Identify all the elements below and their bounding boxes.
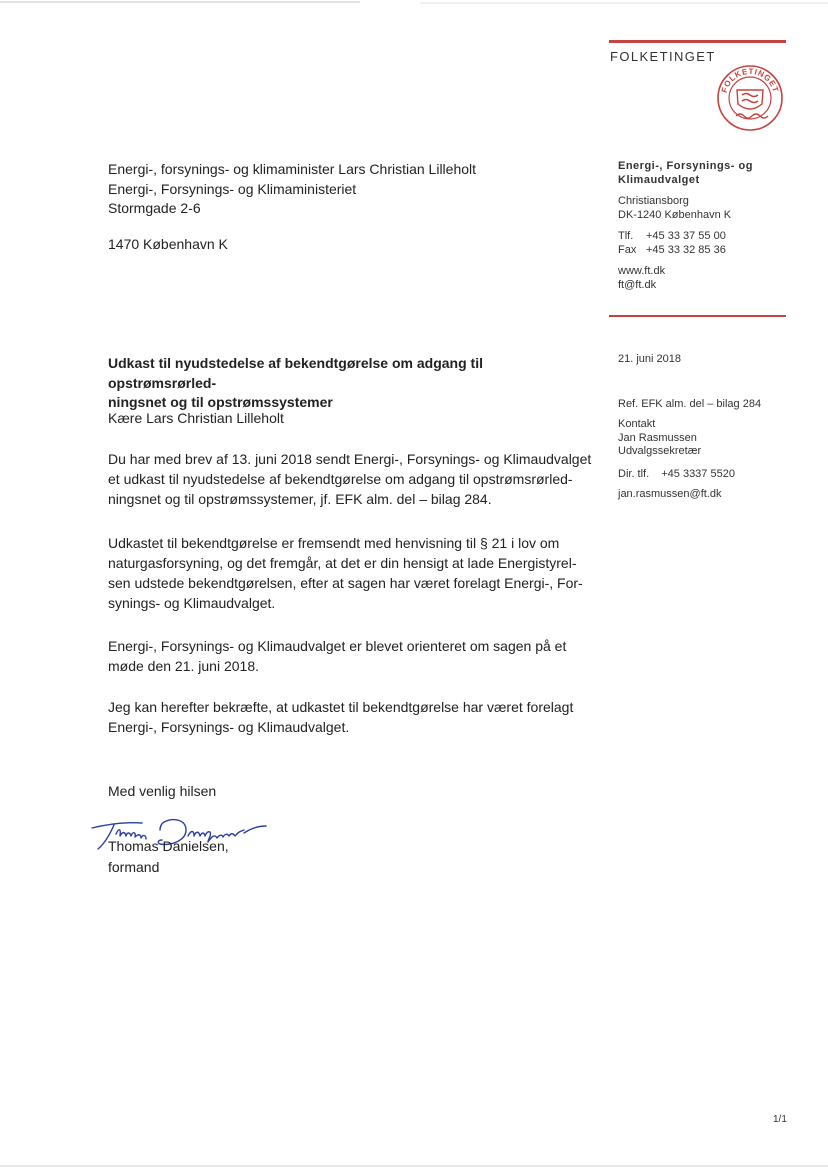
committee-line-2: Klimaudvalget	[618, 173, 700, 186]
subject-line-2: ningsnet og til opstrømssystemer	[108, 394, 333, 410]
subject-line-1: Udkast til nyudstedelse af bekendtgørelse om adgang til opstrømsrørled-	[108, 355, 483, 391]
fax-row	[618, 244, 726, 258]
scan-edge-bottom	[0, 1165, 828, 1167]
paragraph-2-line: Udkastet til bekendtgørelse er fremsendt med henvisning til § 21 i lov om	[108, 535, 560, 551]
header-rule	[609, 40, 786, 43]
fax-label: Fax	[618, 243, 637, 256]
signatory-role: formand	[108, 859, 160, 875]
committee-name	[618, 160, 753, 187]
contact-title: Udvalgssekretær	[618, 445, 702, 457]
seal-text: FOLKETINGET	[719, 66, 781, 94]
sender-email-link[interactable]: ft@ft.dk	[618, 278, 657, 291]
sender-web	[618, 265, 665, 292]
paragraph-1-line: et udkast til nyudstedelse af bekendtgørelse om adgang til opstrømsrørled-	[108, 471, 573, 487]
paragraph-4-line: Energi-, Forsynings- og Klimaudvalget.	[108, 719, 350, 735]
recipient-line-1: Energi-, forsynings- og klimaminister Lars Christian Lilleholt	[108, 161, 477, 177]
direct-phone-row	[618, 468, 735, 482]
paragraph-1-line: ningsnet og til opstrømssystemer, jf. EFK alm. del – bilag 284.	[108, 491, 492, 507]
sender-postal: DK-1240 København K	[618, 208, 732, 221]
paragraph-3-line: Energi-, Forsynings- og Klimaudvalget er blevet orienteret om sagen på et	[108, 638, 567, 654]
recipient-address	[108, 160, 476, 219]
contact-block	[618, 418, 701, 459]
paragraph-3-line: møde den 21. juni 2018.	[108, 658, 259, 674]
direct-phone-number: +45 3337 5520	[661, 468, 735, 480]
reference: Ref. EFK alm. del – bilag 284	[618, 398, 762, 410]
paragraph-2-line: sen udstede bekendtgørelsen, efter at sagen har været forelagt Energi-, For-	[108, 575, 583, 591]
greeting: Kære Lars Christian Lilleholt	[108, 410, 284, 426]
paragraph-3	[108, 636, 594, 676]
brand-name: FOLKETINGET	[610, 49, 716, 64]
sender-building: Christiansborg	[618, 195, 689, 207]
paragraph-2	[108, 533, 594, 613]
paragraph-2-line: naturgasforsyning, og det fremgår, at det er din hensigt at lade Energistyrel-	[108, 555, 577, 571]
paragraph-1	[108, 449, 594, 509]
tel-row	[618, 230, 726, 244]
paragraph-2-line: synings- og Klimaudvalget.	[108, 595, 276, 611]
scan-edge-top	[0, 0, 828, 6]
sender-address	[618, 195, 731, 222]
tel-label: Tlf.	[618, 230, 634, 242]
letter-subject	[108, 354, 594, 413]
letter-date: 21. juni 2018	[618, 353, 681, 365]
sender-website-link[interactable]: www.ft.dk	[618, 265, 666, 277]
paragraph-1-line: Du har med brev af 13. juni 2018 sendt Energi-, Forsynings- og Klimaudvalget	[108, 451, 592, 467]
recipient-city: 1470 København K	[108, 236, 228, 252]
paragraph-4-line: Jeg kan herefter bekræfte, at udkastet til bekendtgørelse har været forelagt	[108, 699, 574, 715]
committee-line-1: Energi-, Forsynings- og	[618, 160, 753, 172]
recipient-line-2: Energi-, Forsynings- og Klimaministeriet	[108, 180, 357, 197]
contact-email-link[interactable]: jan.rasmussen@ft.dk	[618, 488, 722, 500]
sender-phones	[618, 230, 726, 257]
recipient-line-3: Stormgade 2-6	[108, 200, 201, 216]
folketinget-seal-logo	[716, 64, 784, 132]
signatory-name: Thomas Danielsen,	[108, 838, 229, 854]
closing: Med venlig hilsen	[108, 783, 217, 799]
paragraph-4	[108, 697, 594, 737]
tel-number: +45 33 37 55 00	[646, 230, 726, 242]
sidebar-rule	[609, 315, 786, 317]
page-number: 1/1	[773, 1114, 787, 1125]
contact-name: Jan Rasmussen	[618, 431, 697, 444]
direct-phone-label: Dir. tlf.	[618, 468, 650, 480]
contact-label: Kontakt	[618, 418, 656, 430]
fax-number: +45 33 32 85 36	[646, 243, 726, 256]
